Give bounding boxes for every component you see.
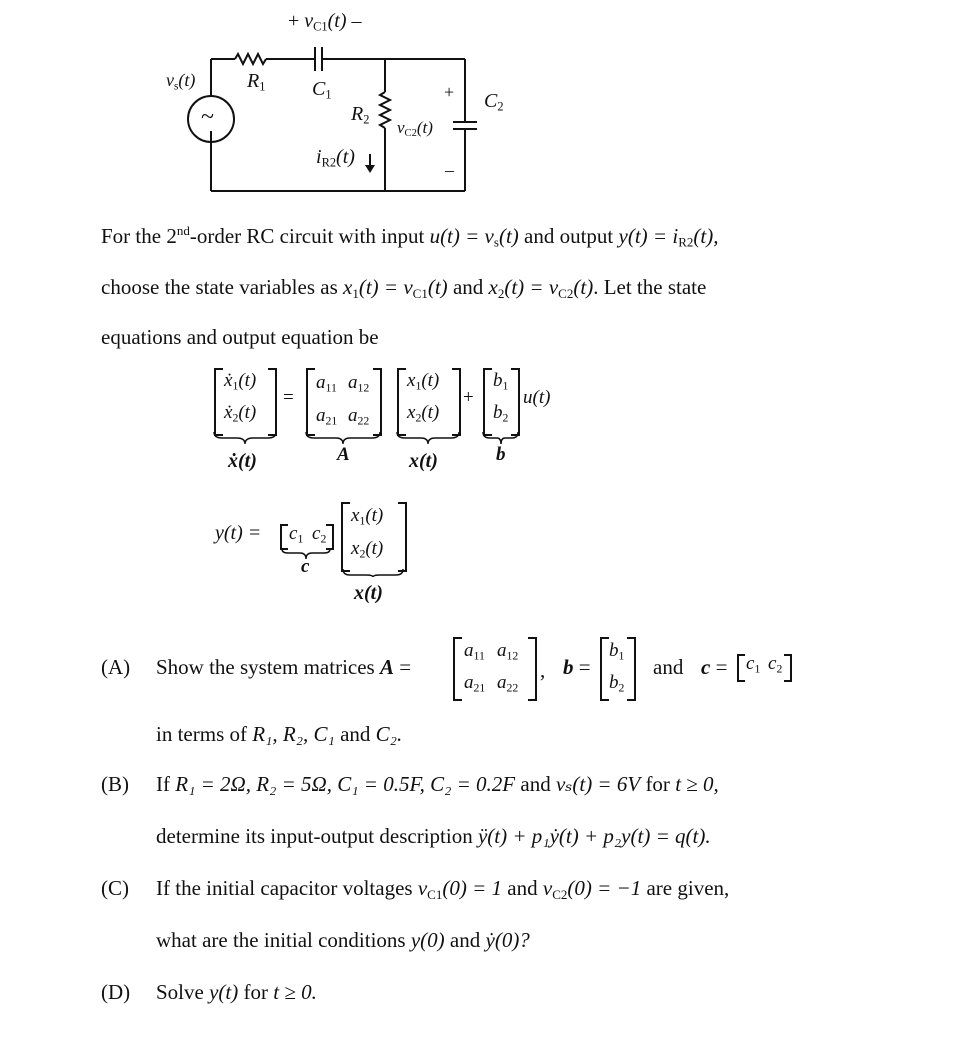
r2-label: $R_2$ bbox=[351, 103, 370, 127]
out-x2-cell: $x_2(t)$ bbox=[351, 538, 384, 561]
bracket bbox=[306, 368, 315, 436]
resistor-r2 bbox=[380, 92, 390, 128]
pa-c2: $c_2$ bbox=[768, 653, 783, 676]
part-c-line-2: what are the initial conditions y(0) and ẏ(0)? bbox=[156, 928, 530, 952]
part-a-label: (A) bbox=[101, 655, 131, 679]
part-d-line: Solve y(t) for t ≥ 0. bbox=[156, 980, 317, 1004]
bracket bbox=[452, 368, 461, 436]
bracket bbox=[483, 368, 492, 436]
part-a-line-2: in terms of R₁, R₂, C₁ and C₂. bbox=[156, 722, 403, 746]
c2-cell: $c_2$ bbox=[312, 523, 327, 546]
label-xdot: ẋ(t) bbox=[228, 450, 257, 472]
source-tilde-icon: ~ bbox=[201, 104, 214, 130]
c2-label: $C_2$ bbox=[484, 90, 504, 114]
underbraces bbox=[200, 430, 540, 450]
part-a-text: Show the system matrices A = bbox=[156, 655, 412, 679]
pa-comma: , bbox=[540, 658, 546, 682]
bracket bbox=[214, 368, 223, 436]
vc2-plus: + bbox=[444, 82, 455, 102]
bracket bbox=[784, 654, 792, 682]
equals-sign: = bbox=[283, 387, 294, 408]
bracket bbox=[511, 368, 520, 436]
c1-label: $C_1$ bbox=[312, 78, 332, 102]
intro-line-1: For the 2nd-order RC circuit with input $u(t) = v_s(t)$ and output $y(t) = i_{R2}(t)$, bbox=[101, 223, 719, 250]
pa-a12: $a_{12}$ bbox=[497, 640, 519, 663]
part-c-label: (C) bbox=[101, 876, 129, 900]
ir2-label: $i_{R2}(t)$ bbox=[316, 146, 355, 170]
bracket bbox=[528, 637, 537, 701]
pa-b1: $b_1$ bbox=[609, 640, 625, 663]
bracket bbox=[627, 637, 636, 701]
r1-label: $R_1$ bbox=[247, 70, 266, 94]
part-d-label: (D) bbox=[101, 980, 131, 1004]
label-b: b bbox=[496, 444, 506, 465]
pa-a22: $a_{22}$ bbox=[497, 672, 519, 695]
vs-label: $v_s(t)$ bbox=[166, 70, 196, 93]
u-cell: u(t) bbox=[523, 387, 551, 408]
a22-cell: $a_{22}$ bbox=[348, 405, 370, 428]
bracket bbox=[600, 637, 609, 701]
a21-cell: $a_{21}$ bbox=[316, 405, 338, 428]
label-A: A bbox=[337, 444, 350, 465]
pa-c1: $c_1$ bbox=[746, 653, 761, 676]
part-b-line-1: If R₁ = 2Ω, R₂ = 5Ω, C₁ = 0.5F, C₂ = 0.2F and vₛ(t) = 6V for t ≥ 0, bbox=[156, 772, 719, 796]
bracket bbox=[737, 654, 745, 682]
b1-cell: $b_1$ bbox=[493, 370, 509, 393]
xdot2-cell: ẋ$_2$(t) bbox=[224, 402, 257, 425]
pa-and: and bbox=[653, 655, 684, 679]
output-underbraces bbox=[270, 547, 420, 577]
b2-cell: $b_2$ bbox=[493, 402, 509, 425]
bracket bbox=[453, 637, 462, 701]
part-b-line-2: determine its input-output description ÿ(t) + p₁ẏ(t) + p₂y(t) = q(t). bbox=[156, 824, 711, 848]
x2-cell: $x_2(t)$ bbox=[407, 402, 440, 425]
label-out-x: x(t) bbox=[354, 582, 383, 604]
bracket bbox=[397, 368, 406, 436]
pa-b2: $b_2$ bbox=[609, 672, 625, 695]
vc1-label: + $v_{C1}(t)$ – bbox=[288, 10, 362, 34]
pa-a11: $a_{11}$ bbox=[464, 640, 485, 663]
part-b-label: (B) bbox=[101, 772, 129, 796]
output-lhs: y(t) = bbox=[215, 522, 262, 544]
xdot1-cell: ẋ$_1$(t) bbox=[224, 370, 257, 393]
label-c: c bbox=[301, 556, 310, 577]
bracket bbox=[373, 368, 382, 436]
current-arrow-head bbox=[365, 165, 375, 173]
pa-a21: $a_{21}$ bbox=[464, 672, 486, 695]
intro-line-2: choose the state variables as $x_1(t) = v_{C1}(t)$ and $x_2(t) = v_{C2}(t)$. Let the state bbox=[101, 275, 707, 301]
label-x: x(t) bbox=[409, 450, 438, 472]
bracket bbox=[268, 368, 277, 436]
vc2-label: $v_{C2}(t)$ bbox=[397, 118, 433, 140]
vc2-minus: – bbox=[445, 160, 454, 180]
intro-line-3: equations and output equation be bbox=[101, 325, 379, 349]
x1-cell: $x_1(t)$ bbox=[407, 370, 440, 393]
out-x1-cell: $x_1(t)$ bbox=[351, 505, 384, 528]
plus-sign: + bbox=[463, 387, 474, 408]
a12-cell: $a_{12}$ bbox=[348, 372, 370, 395]
c1-cell: $c_1$ bbox=[289, 523, 304, 546]
resistor-r1 bbox=[235, 54, 266, 64]
pa-c-label: c = bbox=[701, 655, 728, 679]
part-c-line-1: If the initial capacitor voltages $v_{C1}(0) = 1$ and $v_{C2}(0) = -1$ are given, bbox=[156, 876, 730, 902]
a11-cell: $a_{11}$ bbox=[316, 372, 337, 395]
pa-b-label: b = bbox=[563, 655, 591, 679]
